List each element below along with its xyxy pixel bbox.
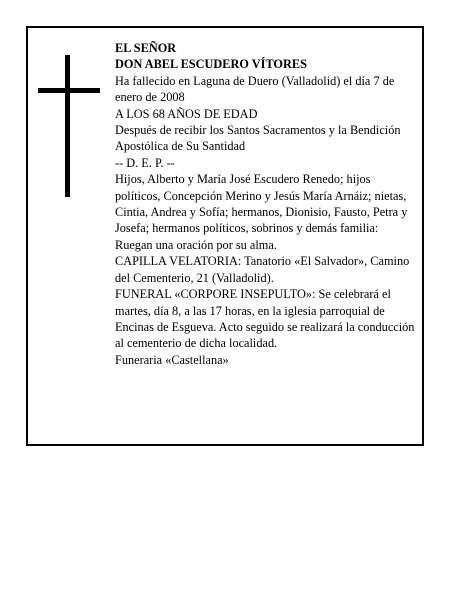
death-notice: Ha fallecido en Laguna de Duero (Valladolid) el día 7 de enero de 2008 <box>115 73 395 105</box>
deceased-name: DON ABEL ESCUDERO VÍTORES <box>115 57 307 72</box>
age-line: A LOS 68 AÑOS DE EDAD <box>115 106 258 121</box>
funeral-home: Funeraria «Castellana» <box>115 352 229 367</box>
rip-line: -- D. E. P. -- <box>115 155 175 170</box>
chapel-info: CAPILLA VELATORIA: Tanatorio «El Salvador», Camino del Cementerio, 21 (Valladolid). <box>115 254 410 285</box>
cross-vertical-bar <box>65 55 70 197</box>
obituary-text <box>115 40 415 368</box>
prayer-line: Ruegan una oración por su alma. <box>115 237 277 252</box>
honorific-title: EL SEÑOR <box>115 41 177 55</box>
obituary-notice <box>26 26 424 446</box>
funeral-info: FUNERAL «CORPORE INSEPULTO»: Se celebrará el martes, día 8, a las 17 horas, en la iglesia parroquial de Encinas de Esgueva. Acto seguido se realizará la conducción al cementerio de dicha localidad. <box>115 287 415 351</box>
cross-icon <box>38 55 100 197</box>
family-list: Hijos, Alberto y María José Escudero Renedo; hijos políticos, Concepción Merino y Jesús María Arnáiz; nietas, Cintia, Andrea y Sofía; hermanos, Dionisio, Fausto, Petra y Josefa; hermanos políticos, sobrinos y demás familia: <box>115 172 408 236</box>
cross-horizontal-bar <box>38 88 100 93</box>
sacraments-line: Después de recibir los Santos Sacramentos y la Bendición Apostólica de Su Santidad <box>115 123 401 154</box>
